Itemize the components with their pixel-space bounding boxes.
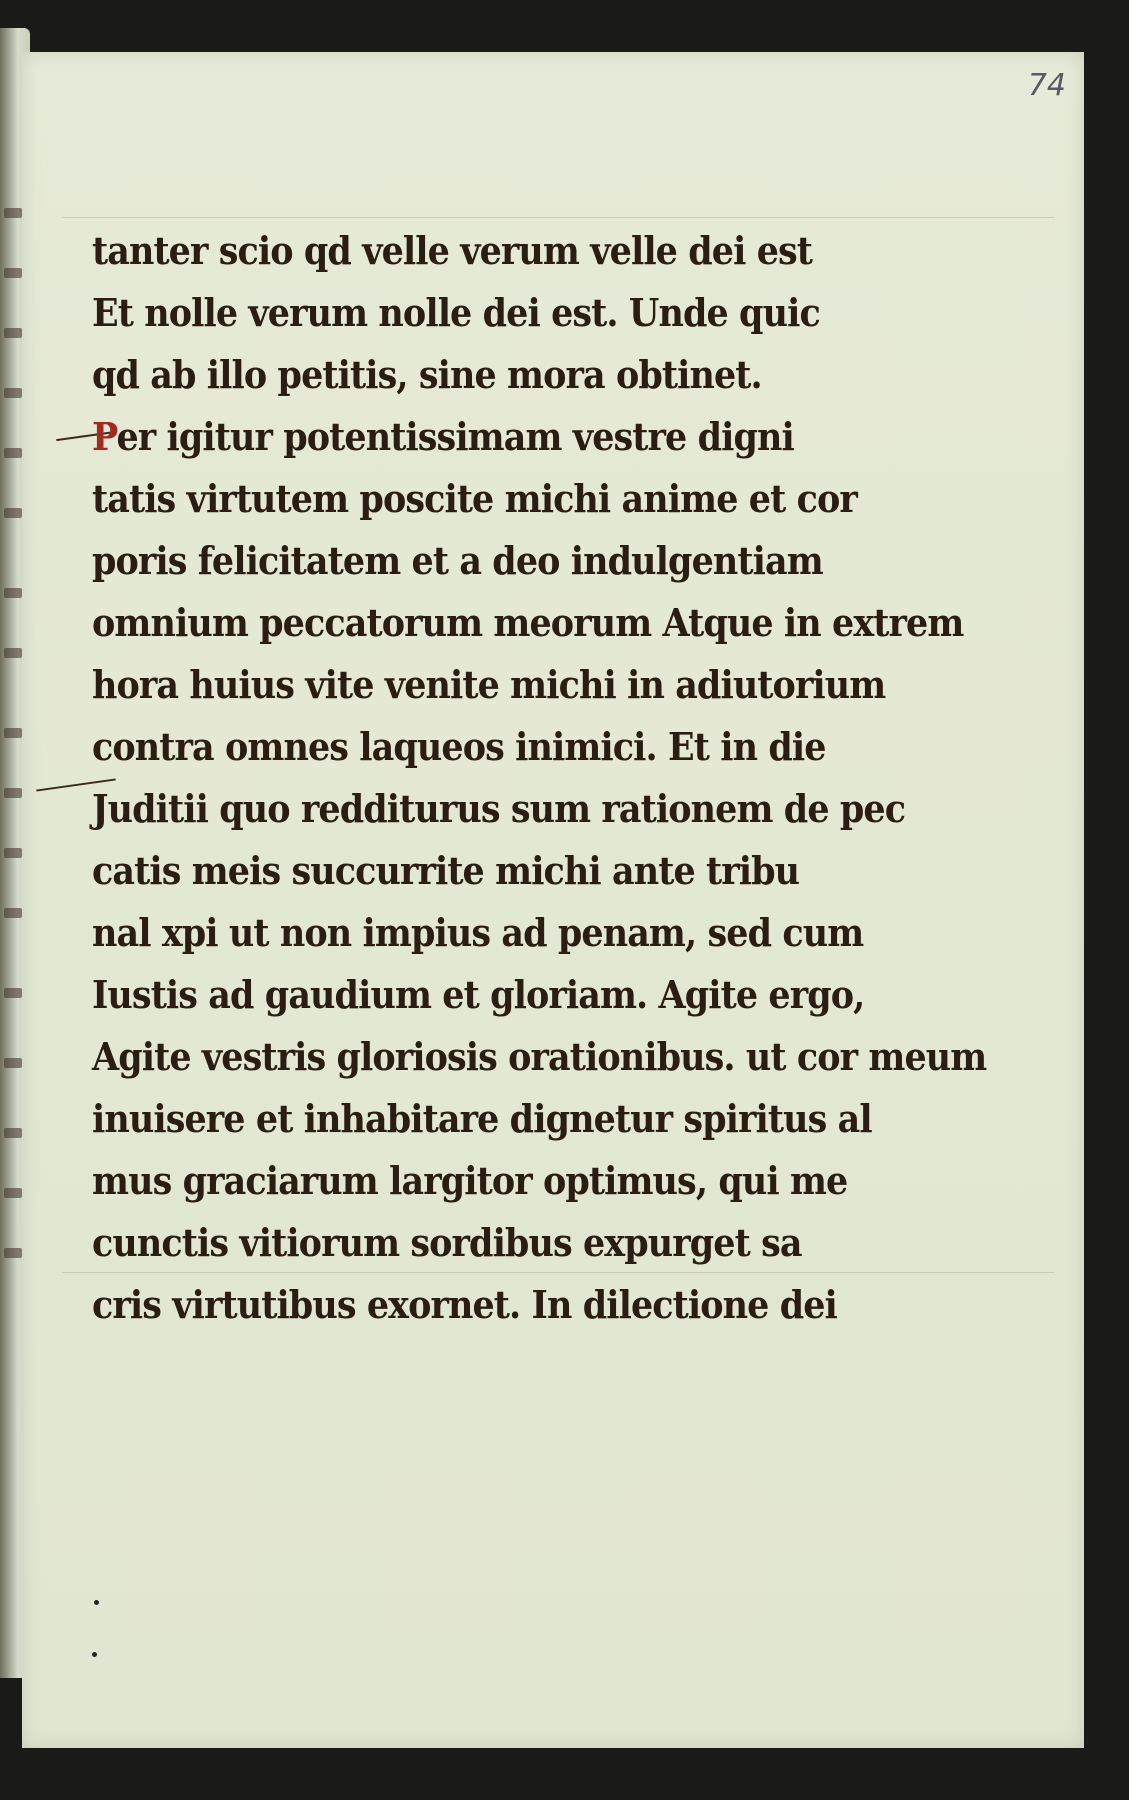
ink-dot bbox=[92, 1652, 97, 1657]
text-column bbox=[92, 220, 987, 1336]
text-line: tatis virtutem poscite michi anime et cor bbox=[92, 476, 857, 521]
text-line: contra omnes laqueos inimici. Et in die bbox=[92, 724, 826, 769]
text-line: hora huius vite venite michi in adiutorium bbox=[92, 662, 886, 707]
text-line: Juditii quo redditurus sum rationem de pec bbox=[92, 786, 906, 831]
text-line: cunctis vitiorum sordibus expurget sa bbox=[92, 1220, 802, 1265]
text-line: Et nolle verum nolle dei est. Unde quic bbox=[92, 290, 820, 335]
text-line: Iustis ad gaudium et gloriam. Agite ergo, bbox=[92, 972, 865, 1017]
text-line: nal xpi ut non impius ad penam, sed cum bbox=[92, 910, 864, 955]
text-line: inuisere et inhabitare dignetur spiritus al bbox=[92, 1096, 872, 1141]
folio-number: 74 bbox=[1027, 68, 1066, 103]
text-line: poris felicitatem et a deo indulgentiam bbox=[92, 538, 823, 583]
text-line: qd ab illo petitis, sine mora obtinet. bbox=[92, 352, 762, 397]
ink-dot bbox=[94, 1600, 99, 1605]
text-line: Agite vestris gloriosis orationibus. ut cor meum bbox=[92, 1034, 987, 1079]
text-line: omnium peccatorum meorum Atque in extrem bbox=[92, 600, 964, 645]
text-line: mus graciarum largitor optimus, qui me bbox=[92, 1158, 848, 1203]
rubricated-initial: P bbox=[92, 414, 117, 459]
ruling-line-top bbox=[62, 217, 1054, 218]
text-line: Per igitur potentissimam vestre digni bbox=[92, 414, 794, 459]
text-line: cris virtutibus exornet. In dilectione dei bbox=[92, 1282, 837, 1327]
text-line: tanter scio qd velle verum velle dei est bbox=[92, 228, 813, 273]
text-line: catis meis succurrite michi ante tribu bbox=[92, 848, 800, 893]
manuscript-leaf bbox=[22, 52, 1084, 1748]
